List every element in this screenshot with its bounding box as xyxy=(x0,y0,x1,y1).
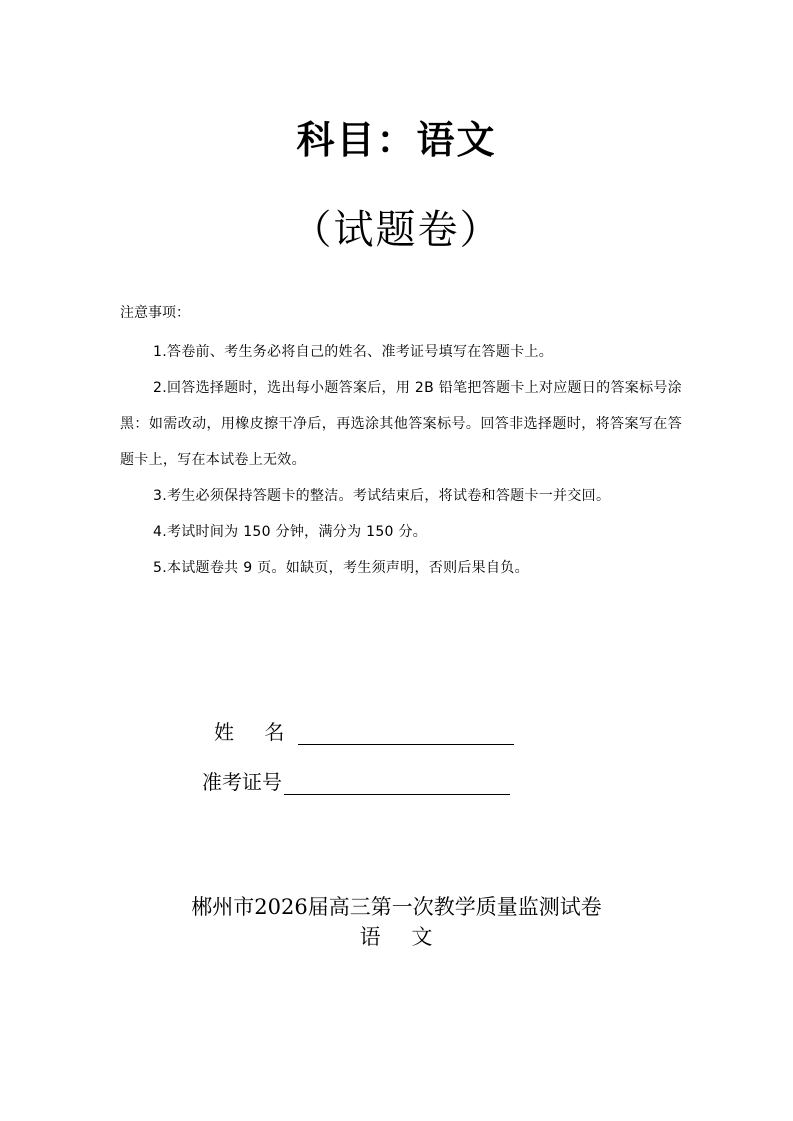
notice-item-2: 2.回答选择题时，选出每小题答案后，用 2B 铅笔把答题卡上对应题日的答案标号涂黑：如需改动，用橡皮擦干净后，再选涂其他答案标号。回答非选择题时，将答案写在答题卡上，写在本试卷上无效。 xyxy=(120,380,682,468)
notice-item-4: 4.考试时间为 150 分钟，满分为 150 分。 xyxy=(153,524,428,540)
subject-title: 科目：语文 xyxy=(296,118,497,162)
exam-id-blank-line[interactable] xyxy=(284,772,510,795)
exam-id-label: 准考证号 xyxy=(202,770,282,794)
notice-heading: 注意事项： xyxy=(120,305,190,321)
name-blank-line[interactable] xyxy=(298,722,514,745)
exam-id-field-row xyxy=(202,766,510,795)
notice-section xyxy=(120,298,682,586)
paper-type-label: （试题卷） xyxy=(291,207,502,253)
name-field-row xyxy=(214,716,514,745)
exam-title: 郴州市2026届高三第一次教学质量监测试卷 xyxy=(191,895,602,919)
exam-subject: 语 文 xyxy=(359,925,434,949)
notice-item-1: 1.答卷前、考生务必将自己的姓名、准考证号填写在答题卡上。 xyxy=(153,344,554,360)
notice-item-3: 3.考生必须保持答题卡的整洁。考试结束后，将试卷和答题卡一并交回。 xyxy=(153,488,611,504)
notice-item-5: 5.本试题卷共 9 页。如缺页，考生须声明，否则后果自负。 xyxy=(153,560,529,576)
name-label: 姓 名 xyxy=(214,720,297,744)
